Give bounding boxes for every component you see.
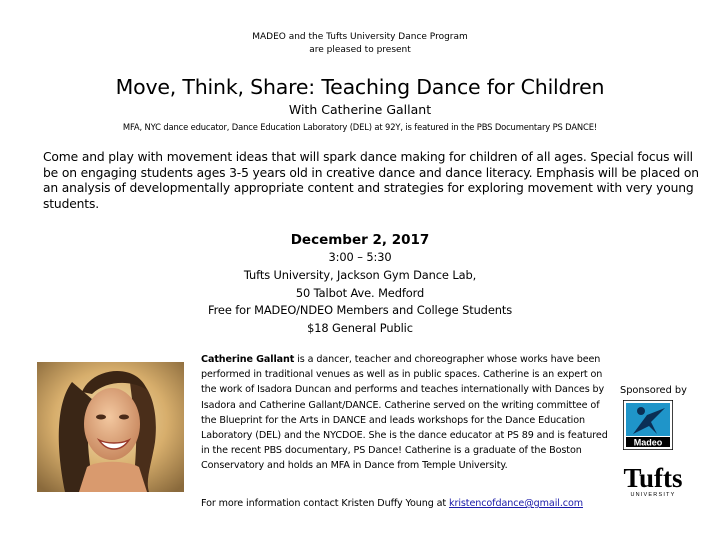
bio-name: Catherine Gallant: [201, 354, 295, 365]
contact-email-link[interactable]: kristencofdance@gmail.com: [449, 498, 583, 509]
portrait-photo: [37, 362, 184, 492]
event-price: $18 General Public: [307, 321, 413, 335]
tufts-logo: [617, 462, 689, 500]
presenter-credentials: MFA, NYC dance educator, Dance Education Laboratory (DEL) at 92Y, is featured in the PBS Documentary PS DANCE!: [122, 122, 598, 132]
bio-text: is a dancer, teacher and choreographer whose works have been performed in traditional venues as well as in public spaces. Catherine is an expert on the work of Isadora Duncan and performs and teaches internationally with Dances by Isadora and Catherine Gallant/DANCE. Catherine served on the writing committee of the Blueprint for the Arts in DANCE and leads workshops for the Dance Education Laboratory (DEL) and the NYCDOE. She is the dance educator at PS 89 and is featured in the recent PBS documentary, PS Dance! Catherine is a graduate of the Boston Conservatory and holds an MFA in Dance from Temple University.: [201, 354, 608, 472]
tufts-logo-icon: [617, 462, 689, 500]
sponsored-by-label: Sponsored by: [620, 385, 687, 396]
portrait-image: [37, 362, 184, 492]
event-title: Move, Think, Share: Teaching Dance for Children: [115, 75, 605, 99]
intro-line-1: MADEO and the Tufts University Dance Program: [252, 32, 468, 42]
event-time: 3:00 – 5:30: [328, 250, 392, 264]
presenter-line: With Catherine Gallant: [288, 102, 432, 117]
madeo-logo-icon: [623, 400, 673, 450]
tufts-logo-subtext: UNIVERSITY: [630, 492, 676, 498]
tufts-logo-text: Tufts: [623, 463, 683, 493]
contact-info: [201, 498, 583, 509]
event-free-admission: Free for MADEO/NDEO Members and College Students: [207, 303, 513, 317]
intro-line-2: are pleased to present: [309, 45, 411, 55]
event-description: Come and play with movement ideas that will spark dance making for children of all ages. Special focus will be on engaging students ages 3-5 years old in creative dance and dance literacy. Emphasis will be placed on an analysis of developmentally appropriate content and strategies for exploring movement with very young students.: [43, 150, 699, 211]
presenter-bio: [201, 352, 613, 474]
event-date: December 2, 2017: [290, 232, 430, 248]
madeo-logo: [623, 400, 673, 450]
contact-prefix: For more information contact Kristen Duffy Young at: [201, 498, 450, 509]
event-address: 50 Talbot Ave. Medford: [295, 286, 425, 300]
event-venue: Tufts University, Jackson Gym Dance Lab,: [243, 268, 477, 282]
madeo-logo-text: Madeo: [633, 437, 663, 448]
